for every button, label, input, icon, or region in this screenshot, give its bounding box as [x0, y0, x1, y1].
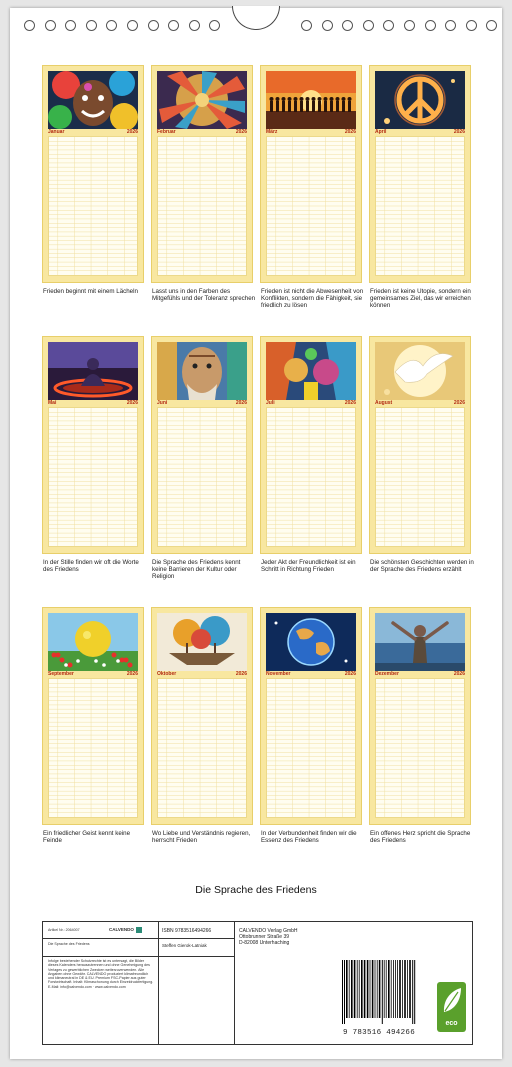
binding-hole	[301, 20, 312, 31]
planner-grid	[48, 678, 138, 818]
binding-hole	[383, 20, 394, 31]
month-year: 2026	[344, 671, 356, 677]
month-card-mai	[42, 336, 144, 554]
month-caption: Frieden ist keine Utopie, sondern ein gemeinsames Ziel, das wir erreichen können	[370, 288, 471, 310]
month-year: 2026	[235, 400, 247, 406]
publisher-city: D-82008 Unterhaching	[239, 940, 290, 946]
publisher-name: CALVENDO Verlag GmbH	[239, 928, 298, 934]
month-caption: Jeder Akt der Freundlichkeit ist ein Schritt in Richtung Frieden	[261, 559, 356, 574]
flower-field-sphere-image	[48, 613, 138, 671]
binding-hole	[466, 20, 477, 31]
month-photo	[157, 342, 247, 400]
month-name: Dezember	[375, 671, 399, 677]
month-caption: Frieden ist nicht die Abwesenheit von Konflikten, sondern die Fähigkeit, sie friedlich zu lösen	[261, 288, 364, 310]
month-caption: Ein friedlicher Geist kennt keine Feinde	[43, 830, 131, 845]
barcode-bars	[338, 960, 420, 1024]
binding-hole	[425, 20, 436, 31]
month-card-februar	[151, 65, 253, 283]
publisher-street: Ottobrunner Straße 39	[239, 934, 290, 940]
month-year: 2026	[235, 671, 247, 677]
white-dove-golden-light-image	[375, 342, 465, 400]
month-photo	[266, 71, 356, 129]
month-header	[375, 129, 465, 135]
calendar-title: Die Sprache des Friedens	[195, 884, 317, 896]
publisher-address	[239, 928, 298, 946]
binding-hole	[209, 20, 220, 31]
binding-hole	[65, 20, 76, 31]
barcode-digits: 9 783516 494266	[342, 1029, 415, 1037]
article-number: Artikel Nr.: 2064007	[48, 928, 80, 932]
author: Steffen Gierok-Latniak	[162, 943, 207, 948]
footer-col-info	[43, 922, 159, 1044]
binding-hole	[168, 20, 179, 31]
eco-text: eco	[445, 1020, 458, 1027]
planner-grid	[375, 678, 465, 818]
footer-col-isbn	[159, 922, 235, 1044]
people-line-sunset-image	[266, 71, 356, 129]
month-caption: Die Sprache des Friedens kennt keine Barrieren der Kultur oder Religion	[152, 559, 241, 581]
month-name: Februar	[157, 129, 176, 135]
month-name: Mai	[48, 400, 57, 406]
month-name: Januar	[48, 129, 65, 135]
planner-grid	[375, 407, 465, 547]
product-info-box	[42, 921, 473, 1045]
month-header	[266, 400, 356, 406]
month-header	[266, 129, 356, 135]
month-year: 2026	[126, 400, 138, 406]
binding-hole	[189, 20, 200, 31]
month-year: 2026	[453, 129, 465, 135]
planner-grid	[266, 136, 356, 276]
month-photo	[157, 613, 247, 671]
month-name: März	[266, 129, 278, 135]
month-card-august	[369, 336, 471, 554]
binding-hole	[322, 20, 333, 31]
month-name: April	[375, 129, 387, 135]
blue-globe-image	[266, 613, 356, 671]
month-header	[48, 671, 138, 677]
hands-circle-colorful-image	[157, 71, 247, 129]
month-header	[375, 671, 465, 677]
month-card-dezember	[369, 607, 471, 825]
month-year: 2026	[126, 129, 138, 135]
month-card-april	[369, 65, 471, 283]
binding-hole	[45, 20, 56, 31]
month-header	[48, 129, 138, 135]
month-name: August	[375, 400, 393, 406]
binding-hole	[363, 20, 374, 31]
month-photo	[375, 71, 465, 129]
legal-text: Infolge bestehender Schutzrechte ist es untersagt, die Bilder dieses Kalenders herauszutrennen und ohne Genehmigung des Verlages zu gewerblichen Zwecken weiterzuverwenden. Alle Angaben ohne Gewähr. CALVENDO produziert klimafreundlich und klimaneutral in DE & EU. Premium FSC-Papier aus guter Forstwirtschaft. Inhalt: Klimaschonung durch Einzeldruckfertigung. E-Mail: info@calvendo.com · www.calvendo.com	[48, 959, 154, 989]
month-caption: In der Stille finden wir oft die Worte des Friedens	[43, 559, 139, 574]
month-header	[157, 129, 247, 135]
month-card-juli	[260, 336, 362, 554]
binding-hole	[404, 20, 415, 31]
trees-floating-island-image	[157, 613, 247, 671]
month-header	[266, 671, 356, 677]
month-caption: Die schönsten Geschichten werden in der Sprache des Friedens erzählt	[370, 559, 474, 574]
month-photo	[48, 71, 138, 129]
binding-hole	[486, 20, 497, 31]
child-open-arms-image	[375, 613, 465, 671]
binding-hole	[148, 20, 159, 31]
planner-grid	[48, 407, 138, 547]
binding-hole	[24, 20, 35, 31]
month-caption: Ein offenes Herz spricht die Sprache des Friedens	[370, 830, 471, 845]
planner-grid	[375, 136, 465, 276]
binding-hole	[127, 20, 138, 31]
month-card-november	[260, 607, 362, 825]
month-photo	[266, 342, 356, 400]
binding-hole	[342, 20, 353, 31]
month-card-juni	[151, 336, 253, 554]
calendar-page	[10, 8, 502, 1059]
month-year: 2026	[126, 671, 138, 677]
month-caption: In der Verbundenheit finden wir die Essenz des Friedens	[261, 830, 357, 845]
month-year: 2026	[235, 129, 247, 135]
colorful-mural-faces-image	[266, 342, 356, 400]
month-caption: Lasst uns in den Farben des Mitgefühls und der Toleranz sprechen	[152, 288, 256, 303]
planner-grid	[48, 136, 138, 276]
month-name: November	[266, 671, 291, 677]
planner-grid	[266, 407, 356, 547]
month-year: 2026	[344, 129, 356, 135]
footer-product-title: Die Sprache des Friedens	[48, 942, 90, 946]
month-header	[157, 400, 247, 406]
month-photo	[375, 342, 465, 400]
binding-hole	[106, 20, 117, 31]
smiling-child-color-splash-image	[48, 71, 138, 129]
month-photo	[48, 613, 138, 671]
planner-grid	[266, 678, 356, 818]
month-card-september	[42, 607, 144, 825]
month-caption: Frieden beginnt mit einem Lächeln	[43, 288, 138, 295]
month-name: Juni	[157, 400, 168, 406]
month-header	[157, 671, 247, 677]
planner-grid	[157, 136, 247, 276]
month-photo	[157, 71, 247, 129]
month-photo	[375, 613, 465, 671]
month-header	[48, 400, 138, 406]
month-year: 2026	[344, 400, 356, 406]
month-year: 2026	[453, 400, 465, 406]
month-caption: Wo Liebe und Verständnis regieren, herrscht Frieden	[152, 830, 251, 845]
eco-label	[437, 982, 466, 1032]
isbn-barcode	[338, 960, 420, 1037]
planner-grid	[157, 407, 247, 547]
isbn: ISBN 9783516494266	[162, 928, 212, 934]
month-card-oktober	[151, 607, 253, 825]
month-card-märz	[260, 65, 362, 283]
binding-hole	[445, 20, 456, 31]
month-name: Juli	[266, 400, 275, 406]
elder-face-colorful-image	[157, 342, 247, 400]
month-name: Oktober	[157, 671, 177, 677]
glowing-peace-sign-image	[375, 71, 465, 129]
month-photo	[48, 342, 138, 400]
month-photo	[266, 613, 356, 671]
binding-hole	[86, 20, 97, 31]
month-header	[375, 400, 465, 406]
month-year: 2026	[453, 671, 465, 677]
meditating-figure-red-glow-image	[48, 342, 138, 400]
calvendo-logo: CALVENDO	[109, 927, 142, 933]
month-card-januar	[42, 65, 144, 283]
month-name: September	[48, 671, 74, 677]
planner-grid	[157, 678, 247, 818]
